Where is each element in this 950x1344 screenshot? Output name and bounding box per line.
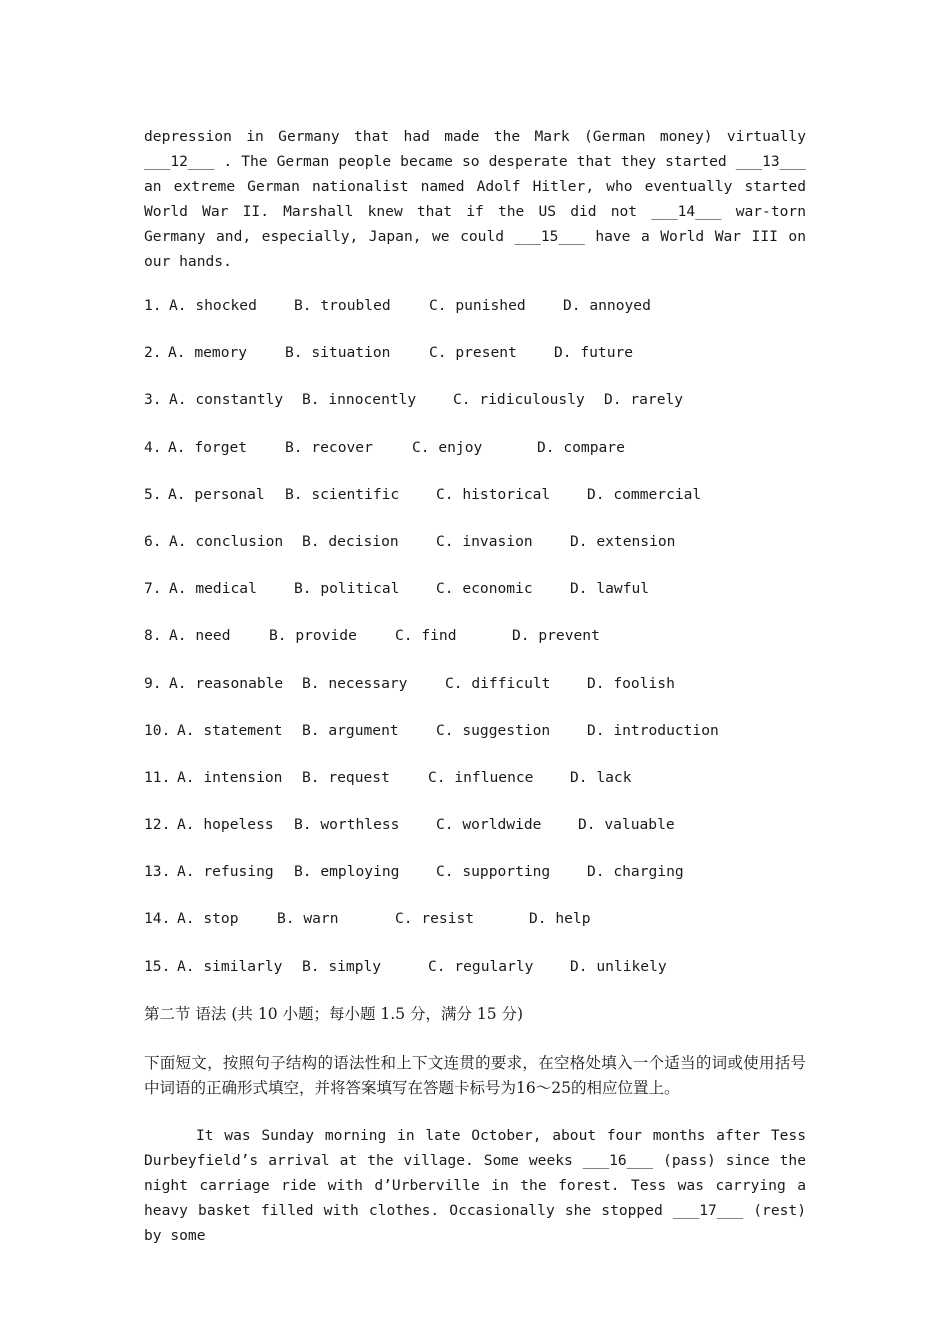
question-row: [144, 485, 806, 532]
question-number: 2.: [144, 344, 162, 362]
option-a: A. statement: [177, 721, 283, 739]
question-row: [144, 532, 806, 579]
question-row: [144, 957, 806, 1004]
option-d: D. prevent: [512, 627, 600, 645]
option-d: D. lack: [570, 768, 632, 786]
question-number: 1.: [144, 297, 162, 314]
option-c: C. find: [395, 627, 457, 645]
question-row: [144, 626, 806, 673]
option-b: B. request: [302, 768, 390, 786]
option-d: D. unlikely: [570, 957, 667, 975]
question-row: [144, 674, 806, 721]
option-b: B. necessary: [302, 674, 408, 692]
option-c: C. influence: [428, 768, 534, 786]
option-d: D. introduction: [587, 721, 719, 739]
option-c: C. present: [429, 344, 517, 362]
question-row: [144, 721, 806, 768]
option-a: A. medical: [169, 580, 257, 598]
question-number: 4.: [144, 438, 162, 456]
option-a: A. refusing: [177, 863, 274, 881]
option-b: B. employing: [294, 863, 400, 881]
option-c: C. suggestion: [436, 721, 551, 739]
question-row: [144, 438, 806, 485]
option-b: B. situation: [285, 344, 391, 362]
question-number: 15.: [144, 957, 171, 975]
question-row: [144, 296, 806, 343]
option-c: C. regularly: [428, 957, 534, 975]
option-a: A. need: [169, 627, 231, 645]
option-d: D. valuable: [578, 816, 675, 834]
option-b: B. decision: [302, 532, 399, 550]
option-a: A. forget: [168, 438, 248, 456]
option-c: C. punished: [429, 297, 526, 314]
option-c: C. worldwide: [436, 816, 542, 834]
option-c: C. supporting: [436, 863, 551, 881]
option-a: A. reasonable: [169, 674, 284, 692]
option-a: A. memory: [168, 344, 248, 362]
grammar-passage: It was Sunday morning in late October, about four months after Tess Durbeyfield’s arrival at the village. Some weeks ___16___ (pass) since the night carriage ride with d’Urberville in the forest. Tess was carrying a heavy basket filled with clothes. Occasionally she stopped ___17___ (rest) by some: [144, 1126, 806, 1244]
question-number: 9.: [144, 674, 162, 692]
question-options-list: [144, 296, 806, 1004]
option-b: B. argument: [302, 721, 399, 739]
question-number: 5.: [144, 485, 162, 503]
option-b: B. innocently: [302, 391, 417, 409]
option-d: D. foolish: [587, 674, 675, 692]
question-number: 14.: [144, 910, 171, 928]
option-a: A. personal: [168, 485, 265, 503]
question-row: [144, 862, 806, 909]
option-c: C. difficult: [445, 674, 551, 692]
option-d: D. commercial: [587, 485, 702, 503]
question-number: 10.: [144, 721, 171, 739]
question-row: [144, 909, 806, 956]
question-number: 3.: [144, 391, 162, 409]
question-number: 13.: [144, 863, 171, 881]
option-d: D. future: [554, 344, 634, 362]
option-a: A. hopeless: [177, 816, 274, 834]
option-d: D. annoyed: [563, 297, 651, 314]
option-b: B. worthless: [294, 816, 400, 834]
question-row: [144, 815, 806, 862]
option-b: B. scientific: [285, 485, 400, 503]
option-d: D. extension: [570, 532, 676, 550]
option-b: B. simply: [302, 957, 382, 975]
cloze-passage-ending: depression in Germany that had made the Mark (German money) virtually ___12___ . The German people became so desperate that they started ___13___ an extreme German nationalist named Adolf Hitler, who eventually started World War II. Marshall knew that if the US did not ___14___ war-torn Germany and, especially, Japan, we could ___15___ have a World War III on our hands.: [144, 128, 806, 270]
question-number: 12.: [144, 816, 171, 834]
option-d: D. rarely: [604, 391, 684, 409]
question-row: [144, 390, 806, 437]
section-2-title: 第二节 语法 (共 10 小题；每小题 1.5 分，满分 15 分): [144, 1004, 524, 1023]
option-d: D. lawful: [570, 580, 650, 598]
option-a: A. stop: [177, 910, 239, 928]
option-d: D. help: [529, 910, 591, 928]
section-2-instructions: 下面短文，按照句子结构的语法性和上下文连贯的要求，在空格处填入一个适当的词或使用括号中词语的正确形式填空，并将答案填写在答题卡标号为16～25的相应位置上。: [144, 1053, 806, 1097]
option-b: B. recover: [285, 438, 373, 456]
option-b: B. political: [294, 580, 400, 598]
option-a: A. constantly: [169, 391, 284, 409]
question-number: 7.: [144, 580, 162, 598]
option-c: C. invasion: [436, 532, 533, 550]
option-c: C. enjoy: [412, 438, 483, 456]
question-row: [144, 343, 806, 390]
option-c: C. economic: [436, 580, 533, 598]
option-a: A. conclusion: [169, 532, 284, 550]
question-row: [144, 579, 806, 626]
option-b: B. warn: [277, 910, 339, 928]
option-b: B. troubled: [294, 297, 391, 314]
option-a: A. intension: [177, 768, 283, 786]
option-a: A. shocked: [169, 297, 257, 314]
option-c: C. resist: [395, 910, 475, 928]
option-b: B. provide: [269, 627, 357, 645]
document-page: [144, 124, 806, 1248]
question-number: 8.: [144, 627, 162, 645]
option-c: C. historical: [436, 485, 551, 503]
option-c: C. ridiculously: [453, 391, 585, 409]
question-row: [144, 768, 806, 815]
option-a: A. similarly: [177, 957, 283, 975]
option-d: D. charging: [587, 863, 684, 881]
option-d: D. compare: [537, 438, 625, 456]
question-number: 11.: [144, 768, 171, 786]
question-number: 6.: [144, 532, 162, 550]
